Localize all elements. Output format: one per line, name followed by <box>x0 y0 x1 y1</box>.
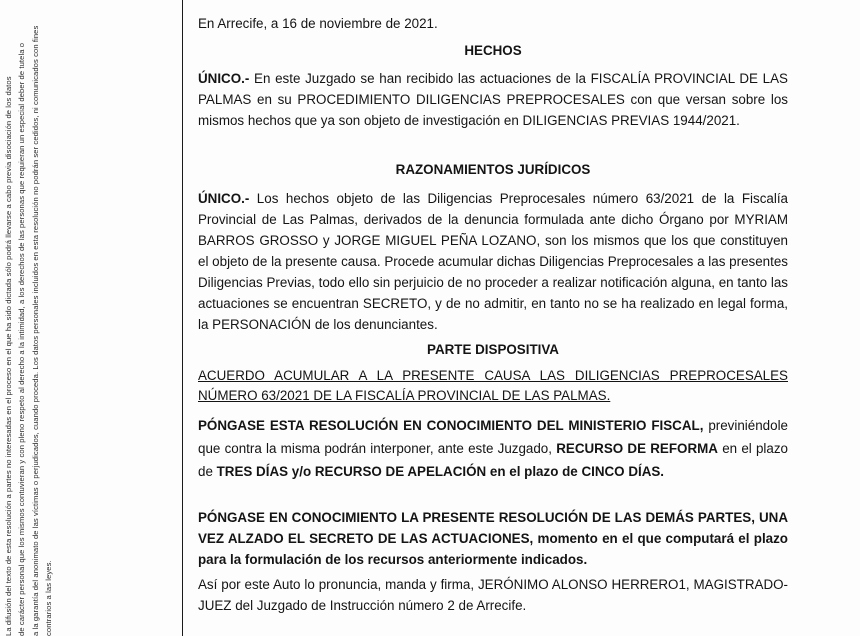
date-line: En Arrecife, a 16 de noviembre de 2021. <box>198 16 438 31</box>
margin-note-line: de carácter personal que los mismos contuvieran y con pleno respeto al derecho a la intimidad, a los derechos de las personas que requieran un especial deber de tutela o <box>17 42 27 636</box>
heading-parte-dispositiva: PARTE DISPOSITIVA <box>427 342 559 357</box>
razonamientos-body: Los hechos objeto de las Diligencias Preprocesales número 63/2021 de la Fiscalía Provincial de Las Palmas, derivados de la denuncia formulada ante dicho Órgano por MYRIAM BARROS GROSSO y JORGE MIGUEL PEÑA LOZANO, son los mismos que los que constituyen el objeto de la presente causa. Procede acumular dichas Diligencias Preprocesales a las presentes Diligencias Previas, todo ello sin perjuicio de no proceder a realizar notificación alguna, en tanto las actuaciones se encuentran SECRETO, y de no admitir, en tanto no se ha realizado en legal forma, la PERSONACIÓN de los denunciantes. <box>198 191 788 332</box>
hechos-paragraph <box>198 68 788 131</box>
fiscal-text-b: en el plazo de <box>198 441 788 479</box>
heading-razonamientos: RAZONAMIENTOS JURÍDICOS <box>395 162 591 177</box>
privacy-margin-note <box>2 0 152 636</box>
margin-note-line: La difusión del texto de esta resolución a partes no interesadas en el proceso en el que ha sido dictada sólo podrá llevarse a cabo previa disociación de los datos <box>4 76 13 636</box>
razonamientos-paragraph <box>198 188 788 335</box>
fiscal-bold-a: PÓNGASE ESTA RESOLUCIÓN EN CONOCIMIENTO DEL MINISTERIO FISCAL, <box>198 418 704 433</box>
closing-paragraph: Así por este Auto lo pronuncia, manda y firma, JERÓNIMO ALONSO HERRERO1, MAGISTRADO-JUEZ del Juzgado de Instrucción número 2 de Arrecife. <box>198 577 788 613</box>
notificacion-partes-paragraph: PÓNGASE EN CONOCIMIENTO LA PRESENTE RESOLUCIÓN DE LAS DEMÁS PARTES, UNA VEZ ALZADO EL SECRETO DE LAS ACTUACIONES, momento en el que computará el plazo para la formulación de los recursos anteriormente indicados. <box>198 510 788 567</box>
fiscal-bold-c: TRES DÍAS y/o RECURSO DE APELACIÓN en el plazo de CINCO DÍAS. <box>216 464 665 479</box>
margin-rule <box>182 0 183 636</box>
acuerdo-paragraph: ACUERDO ACUMULAR A LA PRESENTE CAUSA LAS DILIGENCIAS PREPROCESALES NÚMERO 63/2021 DE LA FISCALÍA PROVINCIAL DE LAS PALMAS. <box>198 368 788 403</box>
fiscal-bold-b: RECURSO DE REFORMA <box>556 441 718 456</box>
razonamientos-label: ÚNICO.- <box>198 191 250 206</box>
hechos-label: ÚNICO.- <box>198 71 250 86</box>
notificacion-fiscal-paragraph <box>198 414 788 483</box>
hechos-body: En este Juzgado se han recibido las actuaciones de la FISCALÍA PROVINCIAL DE LAS PALMAS en su PROCEDIMIENTO DILIGENCIAS PREPROCESALES con que versan sobre los mismos hechos que ya son objeto de investigación en DILIGENCIAS PREVIAS 1944/2021. <box>198 71 788 128</box>
fiscal-text-a: previniéndole que contra la misma podrán interponer, ante este Juzgado, <box>198 418 788 456</box>
heading-hechos: HECHOS <box>464 43 522 58</box>
margin-note-line: contrarios a las leyes. <box>44 560 54 636</box>
margin-note-line: a la garantía del anonimato de las víctimas o perjudicados, cuando proceda. Los datos personales incluidos en esta resolución no podrán ser cedidos, ni comunicados con fines <box>30 25 40 636</box>
